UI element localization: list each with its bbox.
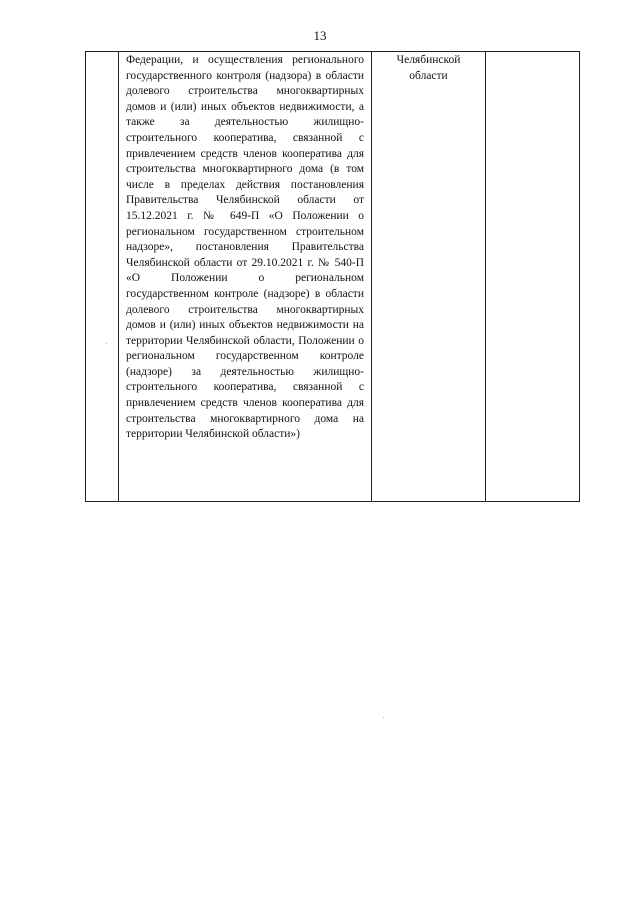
description-text: Федерации, и осуществления регионального государственного контроля (надзора) в области долевого строительства многоквартирных домов и (или) иных объектов недвижимости, а также за деятельностью жилищно-строительного кооператива, связанной с привлечением средств членов кооператива для строительства многоквартирного дома (в том числе в пределах действия постановления Правительства Челябинской области от 15.12.2021 г. № 649-П «О Положении о региональном государственном строительном надзоре», постановления Правительства Челябинской области от 29.10.2021 г. № 540-П «О Положении о региональном государственном контроле (надзоре) в области долевого строительства многоквартирных домов и (или) иных объектов недвижимости на территории Челябинской области, Положении о региональном государственном контроле (надзоре) за деятельностью жилищно-строительного кооператива, связанной с привлечением средств членов кооператива для строительства многоквартирного дома на территории Челябинской области»): [126, 54, 364, 441]
index-cell: [86, 52, 119, 502]
table-row: [86, 52, 580, 502]
page-number: 13: [313, 28, 327, 43]
empty-cell: [486, 52, 580, 502]
document-table: [85, 51, 580, 502]
region-cell: [372, 52, 486, 502]
scan-speck: [106, 343, 107, 344]
region-text: Челябинской области: [396, 54, 461, 82]
scan-speck: [383, 717, 384, 718]
description-cell: [119, 52, 372, 502]
